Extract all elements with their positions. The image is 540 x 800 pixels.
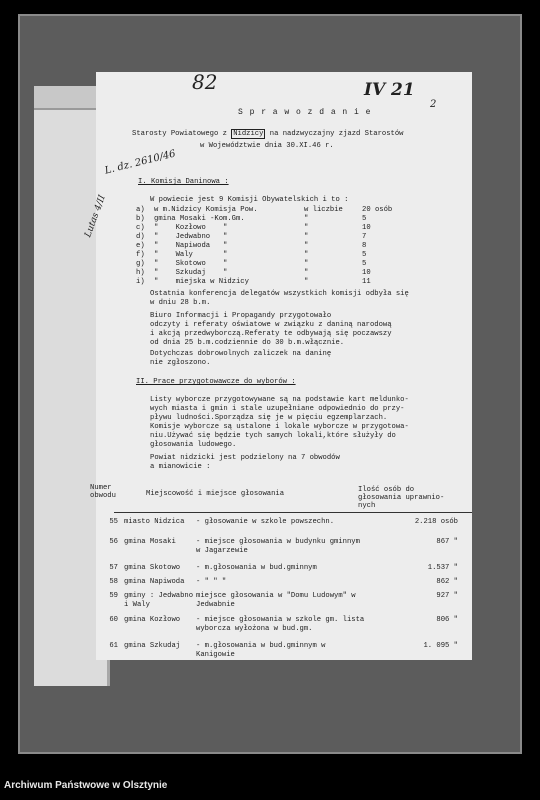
section-2-paragraph-1: Listy wyborcze przygotowywane są na podstawie kart meldunko- wych miasta i gmin i stale uzupełniane odpowiednio do przy- pływu ludności.Sporządza się je w pięciu egzemplarzach. Komisje wyborcze są ustalone i lokale wyborcze w przygotowa- niu.Używać się będzie tych samych lokali,które służyły do głosowania ludowego. (150, 396, 409, 449)
header-line-2: w Województwie dnia 30.XI.46 r. (200, 142, 334, 150)
voting-place: - m.głosowania w bud.gminnym w Kanigowie (196, 642, 326, 659)
eligible-voters: 806 " (436, 616, 458, 624)
table-row (96, 592, 472, 616)
section-1-paragraph-1: Ostatnia konferencja delegatów wszystkich komisji odbyła się w dniu 28 b.m. (150, 290, 409, 307)
district-number: 57 (109, 564, 118, 572)
list-item-text: " Kozłowo " (154, 224, 228, 232)
voting-place: - głosowanie w szkole powszechn. (196, 518, 335, 526)
list-item-count: 10 (362, 269, 371, 277)
district-unit: gmina Szkudaj (124, 642, 181, 650)
list-item-count: 5 (362, 251, 367, 259)
document-title: S p r a w o z d a n i e (238, 108, 372, 117)
list-item (136, 251, 426, 260)
list-item-letter: i) (136, 278, 145, 286)
district-number: 58 (109, 578, 118, 586)
table-header-number: Numer obwodu (90, 484, 116, 500)
district-unit: miasto Nidzica (124, 518, 185, 526)
section-1-heading: I. Komisja Daninowa : (138, 178, 229, 186)
document-page (83, 70, 472, 660)
list-item-text: " Napiwoda " (154, 242, 228, 250)
district-unit: gmina Mosaki (124, 538, 176, 546)
eligible-voters: 2.218 osób (414, 518, 458, 526)
list-item-qualifier: w liczbie (304, 206, 343, 214)
list-item-count: 7 (362, 233, 367, 241)
table-row (96, 642, 472, 666)
list-item-qualifier: " (304, 233, 309, 241)
list-item (136, 269, 426, 278)
list-item-text: gmina Mosaki -Kom.Gm. (154, 215, 245, 223)
list-item-count: 5 (362, 260, 367, 268)
list-item (136, 242, 426, 251)
eligible-voters: 927 " (436, 592, 458, 600)
header-line-1: Starosty Powiatowego z Nidzicy na nadzwyczajny zjazd Starostów (132, 130, 404, 138)
eligible-voters: 862 " (436, 578, 458, 586)
table-row (96, 616, 472, 642)
section-2-heading: II. Prace przygotowawcze do wyborów : (136, 378, 296, 386)
list-item (136, 224, 426, 233)
table-row (96, 538, 472, 564)
voting-place: - m.głosowania w bud.gminnym (196, 564, 317, 572)
handwritten-margin-note: Lutas 4/II (83, 193, 108, 239)
district-number: 55 (109, 518, 118, 526)
list-item-text: w m.Nidzicy Komisja Pow. (154, 206, 258, 214)
district-unit: gminy : Jedwabno i Waly (124, 592, 194, 609)
list-item-text: " Szkudaj " (154, 269, 228, 277)
list-item-qualifier: " (304, 251, 309, 259)
section-1-paragraph-3: Dotychczas dobrowolnych zaliczek na daninę nie zgłoszono. (150, 350, 332, 367)
eligible-voters: 1.537 " (427, 564, 458, 572)
list-item-letter: b) (136, 215, 145, 223)
list-item-qualifier: " (304, 242, 309, 250)
list-item-count: 5 (362, 215, 367, 223)
section-1-paragraph-2: Biuro Informacji i Propagandy przygotowało odczyty i referaty oświatowe w związku z daniną narodową i akcją przedwyborczą.Referaty te odbywają się poczawszy od dnia 25 b.m.codziennie do 30 b.m.włącznie. (150, 312, 392, 347)
handwritten-margin-note: L. dz. 2610/46 (103, 148, 177, 177)
list-item-text: " miejska w Nidzicy (154, 278, 249, 286)
district-unit: gmina Skotowo (124, 564, 181, 572)
handwritten-page-number: 82 (192, 70, 218, 94)
district-number: 61 (109, 642, 118, 650)
list-item-letter: g) (136, 260, 145, 268)
list-item-text: " Waly " (154, 251, 228, 259)
list-item-letter: h) (136, 269, 145, 277)
voting-place: - miejsce głosowania w budynku gminnym w Jagarzewie (196, 538, 360, 555)
section-2-paragraph-2: Powiat nidzicki jest podzielony na 7 obwodów a mianowicie : (150, 454, 340, 471)
list-item-qualifier: " (304, 269, 309, 277)
district-number: 60 (109, 616, 118, 624)
list-item-count: 20 osób (362, 206, 393, 214)
list-item-count: 11 (362, 278, 371, 286)
list-item (136, 215, 426, 224)
list-item-qualifier: " (304, 278, 309, 286)
handwritten-reference-sub: 2 (430, 99, 437, 110)
voting-place: - miejsce głosowania w szkole gm. lista wyborcza wyłożona w bud.gm. (196, 616, 365, 633)
list-item (136, 233, 426, 242)
list-item-qualifier: " (304, 260, 309, 268)
list-item-count: 10 (362, 224, 371, 232)
voting-place: - " " " (196, 578, 227, 586)
section-1-intro: W powiecie jest 9 Komisji Obywatelskich i to : (150, 196, 349, 204)
table-header-place: Miejscowość i miejsce głosowania (146, 490, 285, 498)
boxed-place-name: Nidzicy (233, 130, 264, 138)
eligible-voters: 1. 095 " (423, 642, 458, 650)
district-unit: gmina Napiwoda (124, 578, 185, 586)
list-item-letter: f) (136, 251, 145, 259)
table-row (96, 564, 472, 578)
list-item-qualifier: " (304, 224, 309, 232)
list-item (136, 278, 426, 287)
district-number: 59 (109, 592, 118, 600)
list-item-qualifier: " (304, 215, 309, 223)
list-item-count: 8 (362, 242, 367, 250)
list-item-letter: e) (136, 242, 145, 250)
table-row (96, 518, 472, 538)
list-item (136, 260, 426, 269)
table-header-divider (114, 512, 472, 513)
eligible-voters: 867 " (436, 538, 458, 546)
list-item-text: " Skotowo " (154, 260, 228, 268)
list-item-letter: a) (136, 206, 145, 214)
district-number: 56 (109, 538, 118, 546)
handwritten-reference: IV 21 (364, 80, 415, 100)
list-item (136, 206, 426, 215)
list-item-letter: d) (136, 233, 145, 241)
district-unit: gmina Kozłowo (124, 616, 181, 624)
list-item-text: " Jedwabno " (154, 233, 228, 241)
archive-caption: Archiwum Państwowe w Olsztynie (4, 780, 168, 791)
table-header-count: Ilość osób do głosowania uprawnio- nych (358, 486, 445, 510)
list-item-letter: c) (136, 224, 145, 232)
commission-list (136, 206, 426, 287)
district-table (96, 518, 472, 666)
table-row (96, 578, 472, 592)
voting-place: miejsce głosowania w "Domu Ludowym" w Jedwabnie (196, 592, 356, 609)
